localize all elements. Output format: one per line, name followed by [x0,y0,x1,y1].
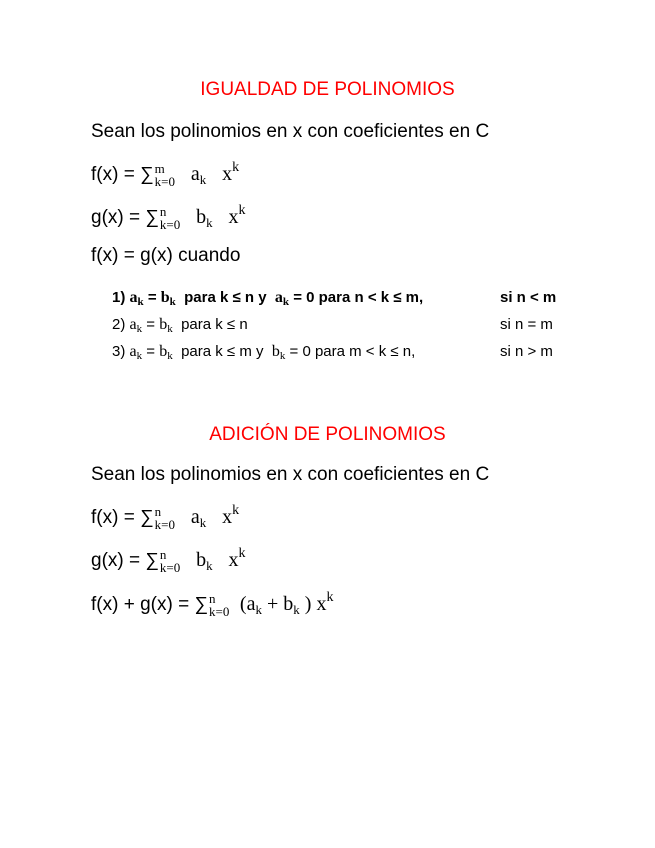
condition-2: 2) $a_k = b_k$ para k ≤ n si n = m [112,316,553,335]
summation-limits: m k=0 [154,160,175,189]
condition-3: 3) $a_k = b_k$ para k ≤ m y $b_k = 0$ para m < k ≤ n, si n > m [112,343,553,362]
formula-prefix: f(x) = [91,164,141,185]
summation-symbol: ∑ [145,550,159,571]
summation-limits: n k=0 [209,590,230,619]
coef-b: $b_k$ [196,549,213,573]
condition-1: 1) $a_k = b_k$ para k ≤ n y $a_k = 0$ para n < k ≤ m, si n < m [112,289,557,308]
coef-a: $a_k$ [190,163,207,187]
formula-sum [91,590,333,618]
summation-symbol: ∑ [140,507,154,528]
sum-expression: ($a_k + b_k$ ) $x^k$ [239,590,334,617]
power-x: $x^k$ [222,503,240,528]
section-title-adicion: ADICIÓN DE POLINOMIOS [209,424,446,445]
summation-limits: n k=0 [159,546,181,575]
equality-when: f(x) = g(x) cuando [91,245,241,266]
summation-limits: n k=0 [159,203,181,232]
section-title-igualdad: IGUALDAD DE POLINOMIOS [200,79,455,100]
case-label: si n > m [500,343,553,360]
power-x: $x^k$ [228,203,246,228]
formula-prefix: g(x) = [91,207,146,228]
coef-b: $b_k$ [196,206,213,230]
summation-limits: n k=0 [154,503,175,532]
summation-symbol: ∑ [140,164,154,185]
formula-prefix: f(x) + g(x) = [91,594,195,615]
power-x: $x^k$ [228,546,246,571]
intro-text: Sean los polinomios en x con coeficientes en C [91,464,490,485]
coef-a: $a_k$ [190,506,207,530]
formula-f-m [91,160,239,188]
case-label: si n < m [500,289,557,306]
formula-g-n [91,203,245,231]
power-x: $x^k$ [222,160,240,185]
formula-prefix: g(x) = [91,550,146,571]
summation-symbol: ∑ [145,207,159,228]
intro-text: Sean los polinomios en x con coeficientes en C [91,121,490,142]
formula-prefix: f(x) = [91,507,141,528]
case-label: si n = m [500,316,553,333]
formula-g-n2 [91,546,245,574]
summation-symbol: ∑ [194,594,209,615]
formula-f-n [91,503,239,531]
